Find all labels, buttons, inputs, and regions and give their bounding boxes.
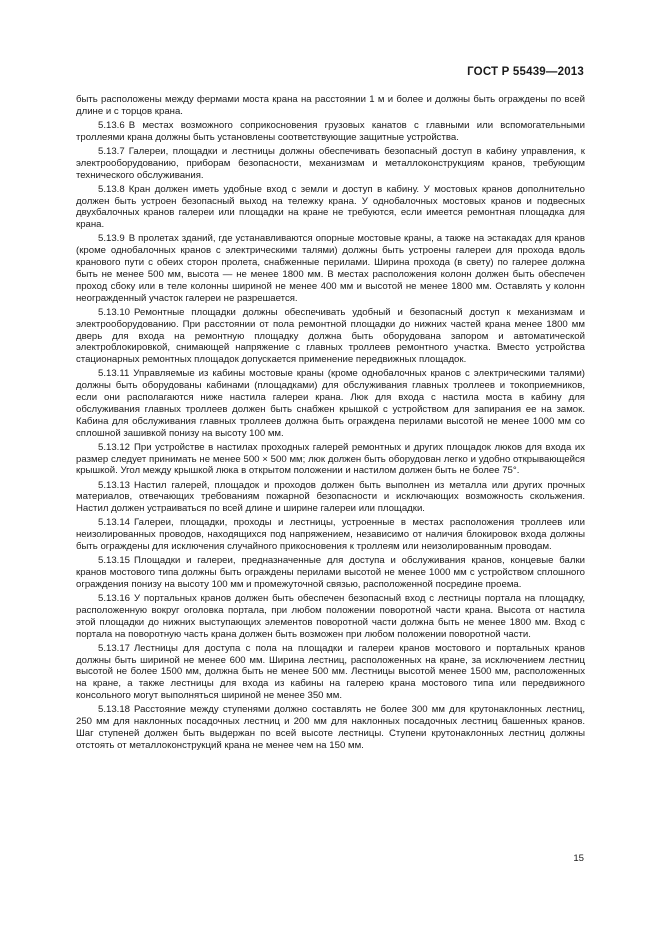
paragraph-text: Расстояние между ступенями должно составлять не более 300 мм для крутонаклонных лестниц, 250 мм для наклонных посадочных лестниц и 200 мм для наклонных посадочных лестниц башенных кранов. Шаг ступеней должен быть выдержан по всей высоте лестницы. Ступени крутонаклонных лестниц должны отстоять от металлоконструкций крана не менее чем на 150 мм.: [76, 704, 585, 751]
paragraph-5-13-11: [76, 368, 585, 439]
paragraph-text: Кран должен иметь удобные вход с земли и доступ в кабину. У мостовых кранов дополнительно должен быть устроен безопасный выход на тележку крана. У однобалочных мостовых кранов и подвесных двухбалочных кранов галереи или площадки на кране не требуются, если имеется ремонтная площадка для крана.: [76, 183, 585, 231]
paragraph-5-13-6: [76, 120, 585, 144]
paragraph-text: Управляемые из кабины мостовые краны (кроме однобалочных кранов с электрическими талями) должны быть оборудованы кабинами (площадками) для обслуживания главных троллеев и токоприемников, если они располагаются ниже настила галереи крана. Люк для входа с настила моста в кабину для обслуживания главных троллеев должен быть снабжен крышкой с устройством для запирания ее на замок. Кабина для обслуживания главных троллеев должна быть ограждена перилами высотой не менее 1000 мм со сплошной зашивкой понизу на высоту 100 мм.: [76, 368, 585, 439]
paragraph-5-13-7: [76, 146, 585, 182]
paragraph-text: Галереи, площадки, проходы и лестницы, устроенные в местах расположения троллеев или неизолированных проводов, находящихся под напряжением, независимо от наличия блокировок входа должны быть ограждены для исключения случайного прикосновения к троллеям или неизолированным проводам.: [76, 517, 585, 553]
clause-number: 5.13.12: [98, 441, 131, 453]
clause-number: 5.13.7: [98, 145, 125, 157]
paragraph-5-13-8: [76, 184, 585, 231]
paragraph-5-13-10: [76, 307, 585, 366]
document-body: [76, 94, 585, 754]
page-number: 15: [573, 853, 584, 864]
clause-number: 5.13.9: [98, 233, 125, 245]
paragraph-5-13-15: [76, 555, 585, 591]
paragraph-text: В пролетах зданий, где устанавливаются опорные мостовые краны, а также на эстакадах для кранов (кроме однобалочных кранов с электрическими талями) должны быть устроены галереи для прохода вдоль кранового пути с обеих сторон пролета, снабженные перилами. Ширина прохода (в свету) по галерее должна быть не менее 500 мм, высота — не менее 1800 мм. В местах расположения колонн должен быть обеспечен проход сбоку или в теле колонны шириной не менее 400 мм и высотой не менее 1800 мм. Оставлять у колонн неогражденный участок галереи не разрешается.: [76, 233, 585, 304]
paragraph-5-13-12: [76, 442, 585, 478]
clause-number: 5.13.16: [98, 593, 131, 605]
paragraph-text: Ремонтные площадки должны обеспечивать удобный и безопасный доступ к механизмам и электрооборудованию. При расстоянии от пола ремонтной площадки до нижних частей крана менее 1800 мм дверь для входа на ремонтную площадку должна быть оборудована запором и автоматической электроблокировкой, снимающей напряжение с главных троллеев ремонтного участка. Вместо устройства стационарных ремонтных площадок допускается применение передвижных площадок.: [76, 306, 585, 366]
clause-number: 5.13.6: [98, 119, 125, 131]
paragraph-text: Галереи, площадки и лестницы должны обеспечивать безопасный доступ в кабину управления, к электрооборудованию, приборам безопасности, механизмам и металлоконструкциям кранов, требующим технического обслуживания.: [76, 145, 585, 181]
paragraph-5-13-16: [76, 593, 585, 640]
paragraph-5-13-18: [76, 704, 585, 751]
clause-number: 5.13.15: [98, 555, 131, 567]
paragraph-text: Лестницы для доступа с пола на площадки и галереи кранов мостового и портальных кранов должны быть шириной не менее 600 мм. Ширина лестниц, расположенных на кране, за исключением лестниц высотой не более 1500 мм, должна быть не менее 500 мм. Лестницы высотой менее 1500 мм, расположенных на кране, а также лестницы для входа из кабины на галерею крана мостового типа или передвижного консольного могут выполняться шириной не менее 350 мм.: [76, 642, 585, 702]
clause-number: 5.13.17: [98, 642, 131, 654]
clause-number: 5.13.10: [98, 306, 131, 318]
paragraph-5-13-9: [76, 233, 585, 304]
paragraph-5-13-13: [76, 480, 585, 516]
clause-number: 5.13.14: [98, 517, 131, 529]
paragraph-5-13-14: [76, 517, 585, 553]
document-header: ГОСТ Р 55439—2013: [467, 66, 584, 78]
paragraph-text: Настил галерей, площадок и проходов должен быть выполнен из металла или других прочных материалов, отвечающих требованиям пожарной безопасности и исключающих возможность скольжения. Настил должен устраиваться по всей длине и ширине галереи или площадки.: [76, 479, 585, 515]
clause-number: 5.13.13: [98, 479, 131, 491]
paragraph-continuation: [76, 94, 585, 118]
clause-number: 5.13.18: [98, 704, 131, 716]
paragraph-5-13-17: [76, 643, 585, 702]
clause-number: 5.13.11: [98, 368, 130, 380]
paragraph-text: быть расположены между фермами моста крана на расстоянии 1 м и более и должны быть ограждены по всей длине и с торцов крана.: [76, 94, 585, 117]
paragraph-text: У портальных кранов должен быть обеспечен безопасный вход с лестницы портала на площадку, расположенную вокруг оголовка портала, при любом положении поворотной части крана. Высота от настила этой площадки до нижних выступающих элементов поворотной части должна быть не менее 1800 мм. Вход с портала на поворотную часть крана должен быть возможен при любом положении поворотной части.: [76, 593, 585, 640]
paragraph-text: Площадки и галереи, предназначенные для доступа и обслуживания кранов, концевые балки кранов мостового типа должны быть ограждены перилами высотой не менее 1000 мм с устройством сплошного ограждения понизу на высоту 100 мм и промежуточной связью, расположенной посредине проема.: [76, 555, 585, 590]
paragraph-text: При устройстве в настилах проходных галерей ремонтных и других площадок люков для входа их размер следует принимать не менее 500 × 500 мм; люк должен быть оборудован легко и удобно открывающейся крышкой. Угол между крышкой люка в открытом положении и настилом должен быть не более 75°.: [76, 441, 585, 477]
paragraph-text: В местах возможного соприкосновения грузовых канатов с главными или вспомогательными троллеями крана должны быть установлены соответствующие защитные устройства.: [76, 119, 585, 143]
clause-number: 5.13.8: [98, 183, 125, 195]
